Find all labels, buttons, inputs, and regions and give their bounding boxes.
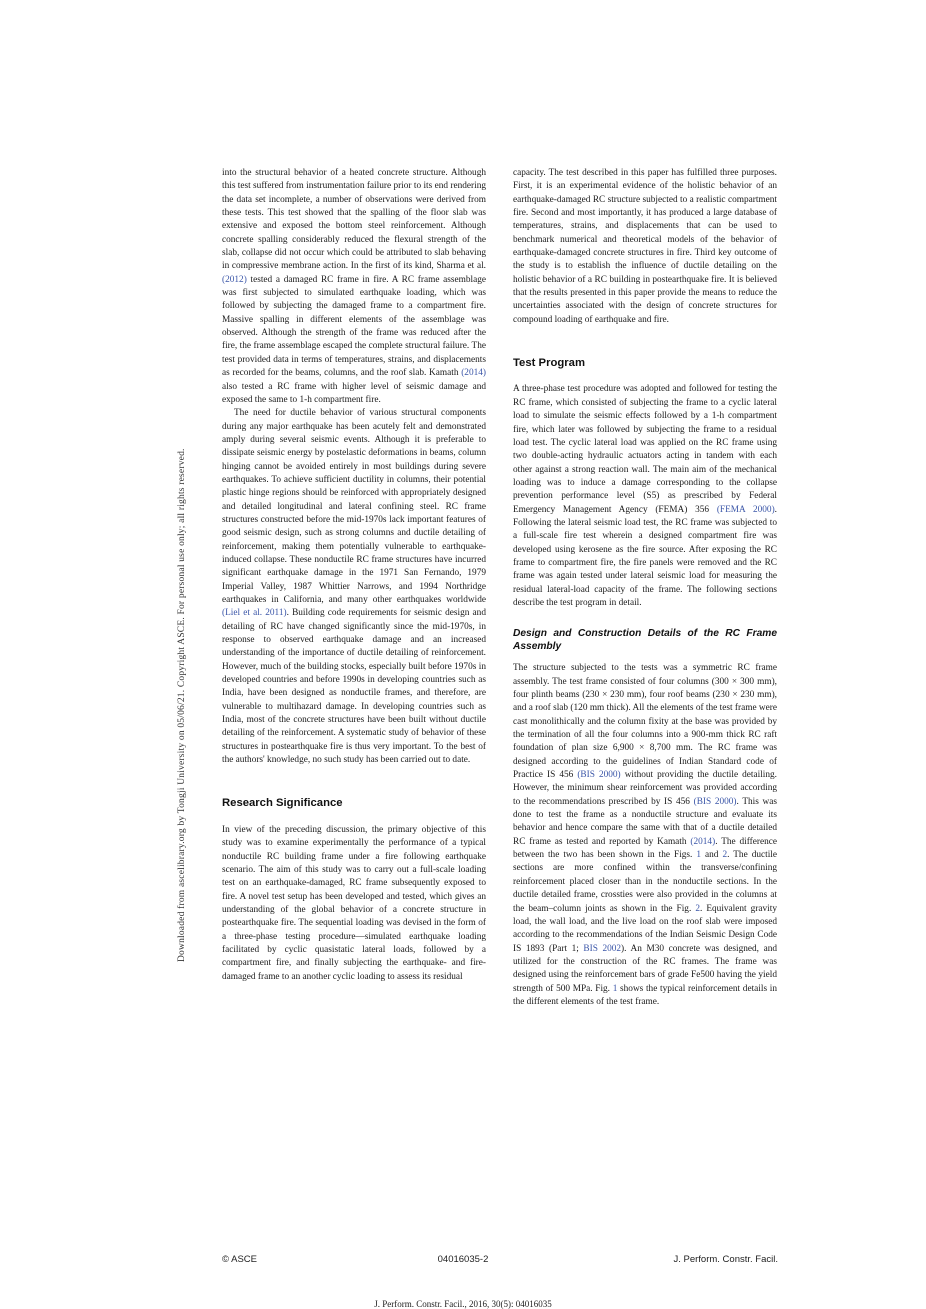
text-run: . Equivalent gravity load, the wall load, and the live load on the roof slab were imposed according to the recommendations of the Indian Seismic Design Code IS 1893 (Part 1; (513, 903, 777, 954)
text-run: The structure subjected to the tests was a symmetric RC frame assembly. The test frame consisted of four columns (300 × 300 mm), four plinth beams (230 × 230 mm), four roof beams (230 × 230 mm), and a roof slab (120 mm thick). All the elements of the test frame were cast monolithically and the column fixity at the base was provided by the termination of all the four columns into a 900-mm thick RC raft foundation of plan size 6,900 × 8,700 mm. The RC frame was designed according to the guidelines of Indian Standard code of Practice IS 456 (513, 663, 777, 781)
text-run: . Following the lateral seismic load test, the RC frame was subjected to a full-scale fire test wherein a designed compartment fire was developed using kerosene as the fire source. After exposing the RC frame to compartment fire, the fire panels were removed and the RC frame was again tested under lateral seismic load for measuring the residual lateral-load capacity of the frame. The following sections describe the test program in detail. (513, 504, 777, 608)
footer-publisher: © ASCE (222, 1254, 257, 1265)
text-run: into the structural behavior of a heated concrete structure. Although this test suffered from instrumentation failure prior to its end rendering the data set incomplete, a number of observations were derived from these tests. This test showed that the spalling of the floor slab was extensive and exposed the bottom steel reinforcement. Although concrete spalling considerably reduced the flexural strength of the slab, collapse did not occur which could be attributed to slab behaving in compressive membrane action. In the first of its kind, Sharma et al. (222, 168, 486, 272)
text-run: shows the typical reinforcement details in the different elements of the test frame. (513, 983, 777, 1007)
paragraph: In view of the preceding discussion, the primary objective of this study was to examine experimentally the performance of a typical nonductile RC building frame under a fire following earthquake scenario. The aim of this study was to carry out a full-scale loading test on an earthquake-damaged, RC frame subsequently exposed to fire. A novel test setup has been developed and tested, which gives an understanding of the global behavior of a concrete structure in postearthquake fire. The sequential loading was devised in the form of a three-phase testing procedure—simulated earthquake loading facilitated by cyclic quasistatic lateral loads, followed by a compartment fire, and finally subjecting the earthquake- and fire-damaged frame to an another cyclic loading to assess its residual (222, 824, 486, 982)
text-run: also tested a RC frame with higher level of seismic damage and exposed the same to 1-h compartment fire. (222, 381, 486, 405)
download-notice: Downloaded from ascelibrary.org by Tongji University on 05/06/21. Copyright ASCE. For personal use only; all rights reserved. (177, 448, 187, 962)
right-column (513, 167, 777, 1009)
figure-link[interactable]: 2 (695, 903, 700, 914)
section-heading-test-program: Test Program (513, 357, 585, 370)
text-run: without providing the ductile detailing. However, the minimum shear reinforcement was provided according to the recommendations prescribed by IS 456 (513, 770, 777, 807)
paragraph (222, 167, 486, 407)
reference-link[interactable]: BIS 2002 (583, 943, 622, 954)
footer-journal: J. Perform. Constr. Facil. (673, 1254, 778, 1265)
reference-link[interactable]: (BIS 2000) (577, 770, 621, 781)
text-run: . The difference between the two has been shown in the Figs. (513, 836, 777, 861)
text-run: . The ductile sections are more confined within the transverse/confining reinforcement placed closer than in the nonductile sections. In the ductile detailed frame, crossties were also provided in the columns at the beam–column joints as shown in the Fig. (513, 850, 778, 914)
paragraph (222, 407, 486, 767)
paragraph: capacity. The test described in this paper has fulfilled three purposes. First, it is an experimental evidence of the holistic behavior of an earthquake-damaged RC structure subjected to a realistic compartment fire. Second and most importantly, it has produced a large database of temperatures, strains, and displacements that can be used to benchmark numerical and theoretical models of the behavior of earthquake-damaged concrete structures in fire. Third key outcome of the study is to establish the influence of ductile detailing on the holistic behavior of a RC building in postearthquake fire. It is believed that the results presented in this paper provide the means to reduce the uncertainties associated with the design of concrete structures for compound loading of earthquake and fire. (513, 168, 777, 325)
figure-link[interactable]: 2 (722, 850, 728, 861)
reference-link[interactable]: (FEMA 2000) (716, 504, 775, 515)
text-run: and (701, 850, 723, 861)
figure-link[interactable]: 1 (612, 983, 618, 994)
text-run: The need for ductile behavior of various structural components during any major earthquake has been acutely felt and demonstrated amply during several seismic events. Although it is preferable to dissipate seismic energy by postelastic deformations in beams, column hinging cannot be avoided entirely in most buildings during severe earthquakes. To achieve sufficient ductility in columns, their potential plastic hinge regions should be reinforced with appropriately designed and detailed longitudinal and lateral confining steel. RC frame structures constructed before the mid-1970s lack important features of good seismic design, such as strong columns and ductile detailing of reinforcement, making them potentially vulnerable to earthquake-induced collapse. These nonductile RC frame structures have incurred significant earthquake damage in the 1971 San Fernando, 1979 Imperial Valley, 1987 Whittier Narrows, and 1994 Northridge earthquakes in California, and many other earthquakes worldwide (222, 408, 486, 605)
text-run: A three-phase test procedure was adopted and followed for testing the RC frame, which consisted of subjecting the frame to a cyclic lateral load to simulate the seismic effects followed by a 1-h compartment fire, which later was followed by subjecting the frame to a residual load test. The cyclic lateral load was applied on the RC frame using two double-acting hydraulic actuators acting in tandem with each other against a strong reaction wall. The main aim of the mechanical loading was to induce a damage corresponding to the collapse prevention performance level (S5) as prescribed by Federal Emergency Management Agency (FEMA) 356 (513, 384, 777, 515)
footer-page-id: 04016035-2 (437, 1254, 489, 1265)
text-run: tested a damaged RC frame in fire. A RC frame assemblage was first subjected to simulated earthquake loading, which was followed by subjecting the damaged frame to a compartment fire. Massive spalling in different elements of the assemblage was observed. Although the strength of the frame was reduced after the fire, the frame assemblage escaped the complete structural failure. The test provided data in terms of temperatures, strains, and displacements as recorded for the beams, columns, and the roof slab. Kamath (222, 274, 486, 379)
text-run: . This was done to test the frame as a nonductile structure and evaluate its behavior and hence compare the same with that of a ductile detailed RC frame as tested and reported by Kamath (513, 796, 777, 847)
paragraph (513, 383, 777, 610)
section-heading-research-significance: Research Significance (222, 797, 343, 810)
reference-link[interactable]: (BIS 2000) (693, 796, 737, 807)
reference-link[interactable]: (2014) (461, 368, 486, 379)
figure-link[interactable]: 1 (696, 850, 702, 861)
reference-link[interactable]: (2012) (222, 274, 247, 285)
reference-link[interactable]: (2014) (690, 836, 716, 847)
reference-link[interactable]: (Liel et al. 2011) (222, 608, 287, 619)
text-run: . Building code requirements for seismic design and detailing of RC have changed significantly since the mid-1970s, in response to observed earthquake damage and an increased understanding of the importance of ductile detailing of reinforcement. However, much of the building stocks, especially built before 1970s in developed countries and before 1990s in developing countries such as India, have been designed as nonductile frames, and therefore, are vulnerable to multihazard damage. In developing countries such as India, most of the concrete structures have been built without ductile detailing of the reinforcement. A systematic study of behavior of these structures in postearthquake fire is thus very important. To the best of the authors' knowledge, no such study has been carried out to date. (222, 608, 486, 766)
journal-citation: J. Perform. Constr. Facil., 2016, 30(5): 04016035 (374, 1299, 552, 1309)
left-column (222, 167, 486, 984)
text-run: ). An M30 concrete was designed, and utilized for the construction of the RC frames. The frame was designed using the reinforcement bars of grade Fe500 having the yield strength of 500 MPa. Fig. (513, 943, 777, 994)
subsection-heading-design: Design and Construction Details of the RC Frame Assembly (513, 628, 777, 653)
paragraph (513, 662, 777, 1009)
